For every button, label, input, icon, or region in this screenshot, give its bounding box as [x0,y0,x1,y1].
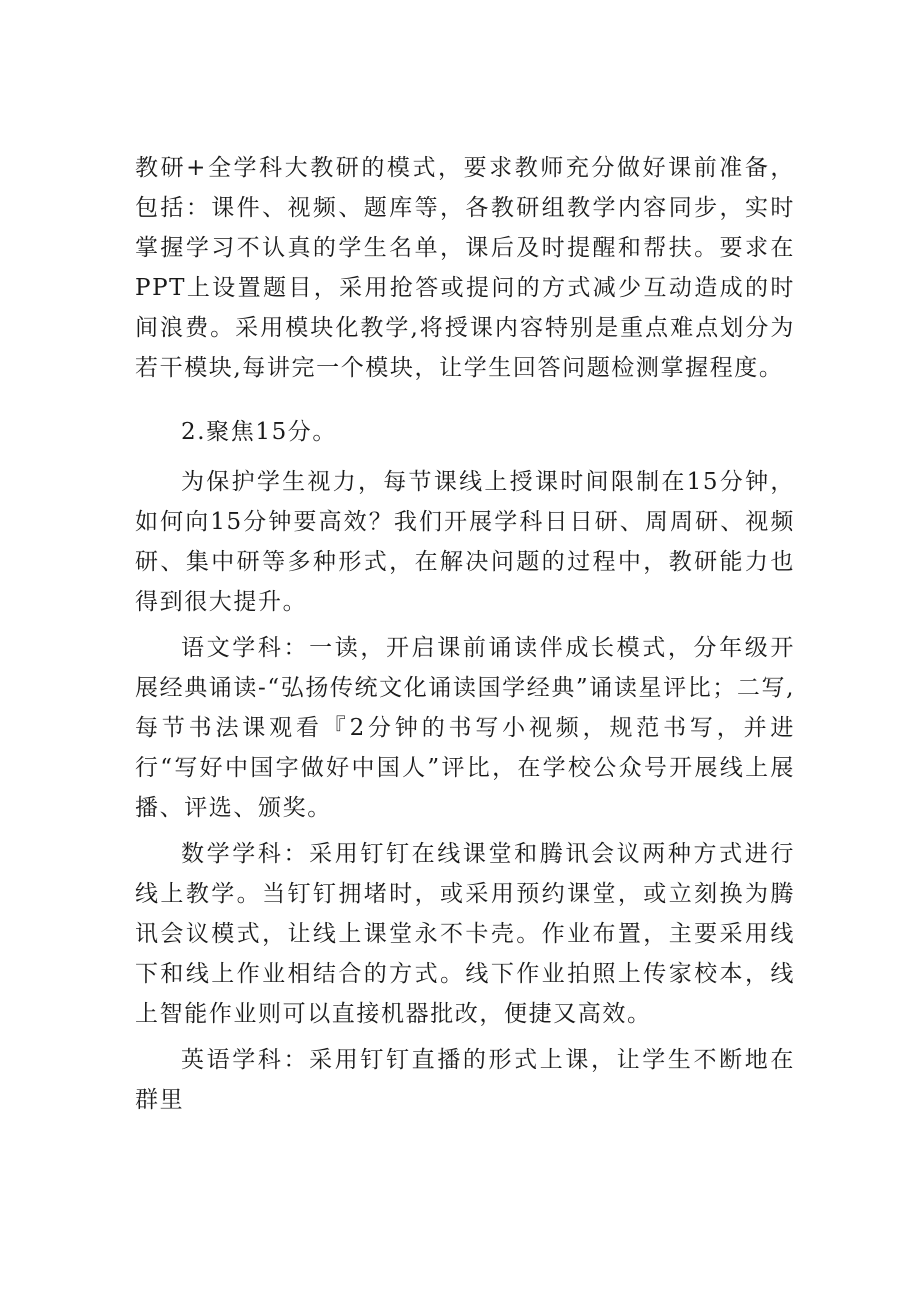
paragraph-chinese-subject: 语文学科：一读，开启课前诵读伴成长模式，分年级开展经典诵读-“弘扬传统文化诵读国学经典”诵读星评比；二写,每节书法课观看『2分钟的书写小视频，规范书写，并进行“写好中国字做好中国人”评比，在学校公众号开展线上展播、评选、颁奖。 [135,635,795,821]
paragraph-teaching-research-mode: 教研+全学科大教研的模式，要求教师充分做好课前准备，包括：课件、视频、题库等，各教研组教学内容同步，实时掌握学习不认真的学生名单，课后及时提醒和帮扶。要求在PPT上设置题目，采用抢答或提问的方式减少互动造成的时间浪费。采用模块化教学,将授课内容特别是重点难点划分为若干模块,每讲完一个模块，让学生回答问题检测掌握程度。 [135,155,795,381]
document-body [135,148,795,1120]
paragraph-math-subject: 数学学科：采用钉钉在线课堂和腾讯会议两种方式进行线上教学。当钉钉拥堵时，或采用预约课堂，或立刻换为腾讯会议模式，让线上课堂永不卡壳。作业布置，主要采用线下和线上作业相结合的方式。线下作业拍照上传家校本，线上智能作业则可以直接机器批改，便捷又高效。 [135,841,795,1027]
paragraph-english-subject: 英语学科：采用钉钉直播的形式上课，让学生不断地在群里 [135,1047,795,1113]
section-heading-focus-15-minutes: 2.聚焦15分。 [181,419,338,445]
paragraph-protect-eyesight: 为保护学生视力，每节课线上授课时间限制在15分钟，如何向15分钟要高效？我们开展学科日日研、周周研、视频研、集中研等多种形式，在解决问题的过程中，教研能力也得到很大提升。 [135,469,795,615]
